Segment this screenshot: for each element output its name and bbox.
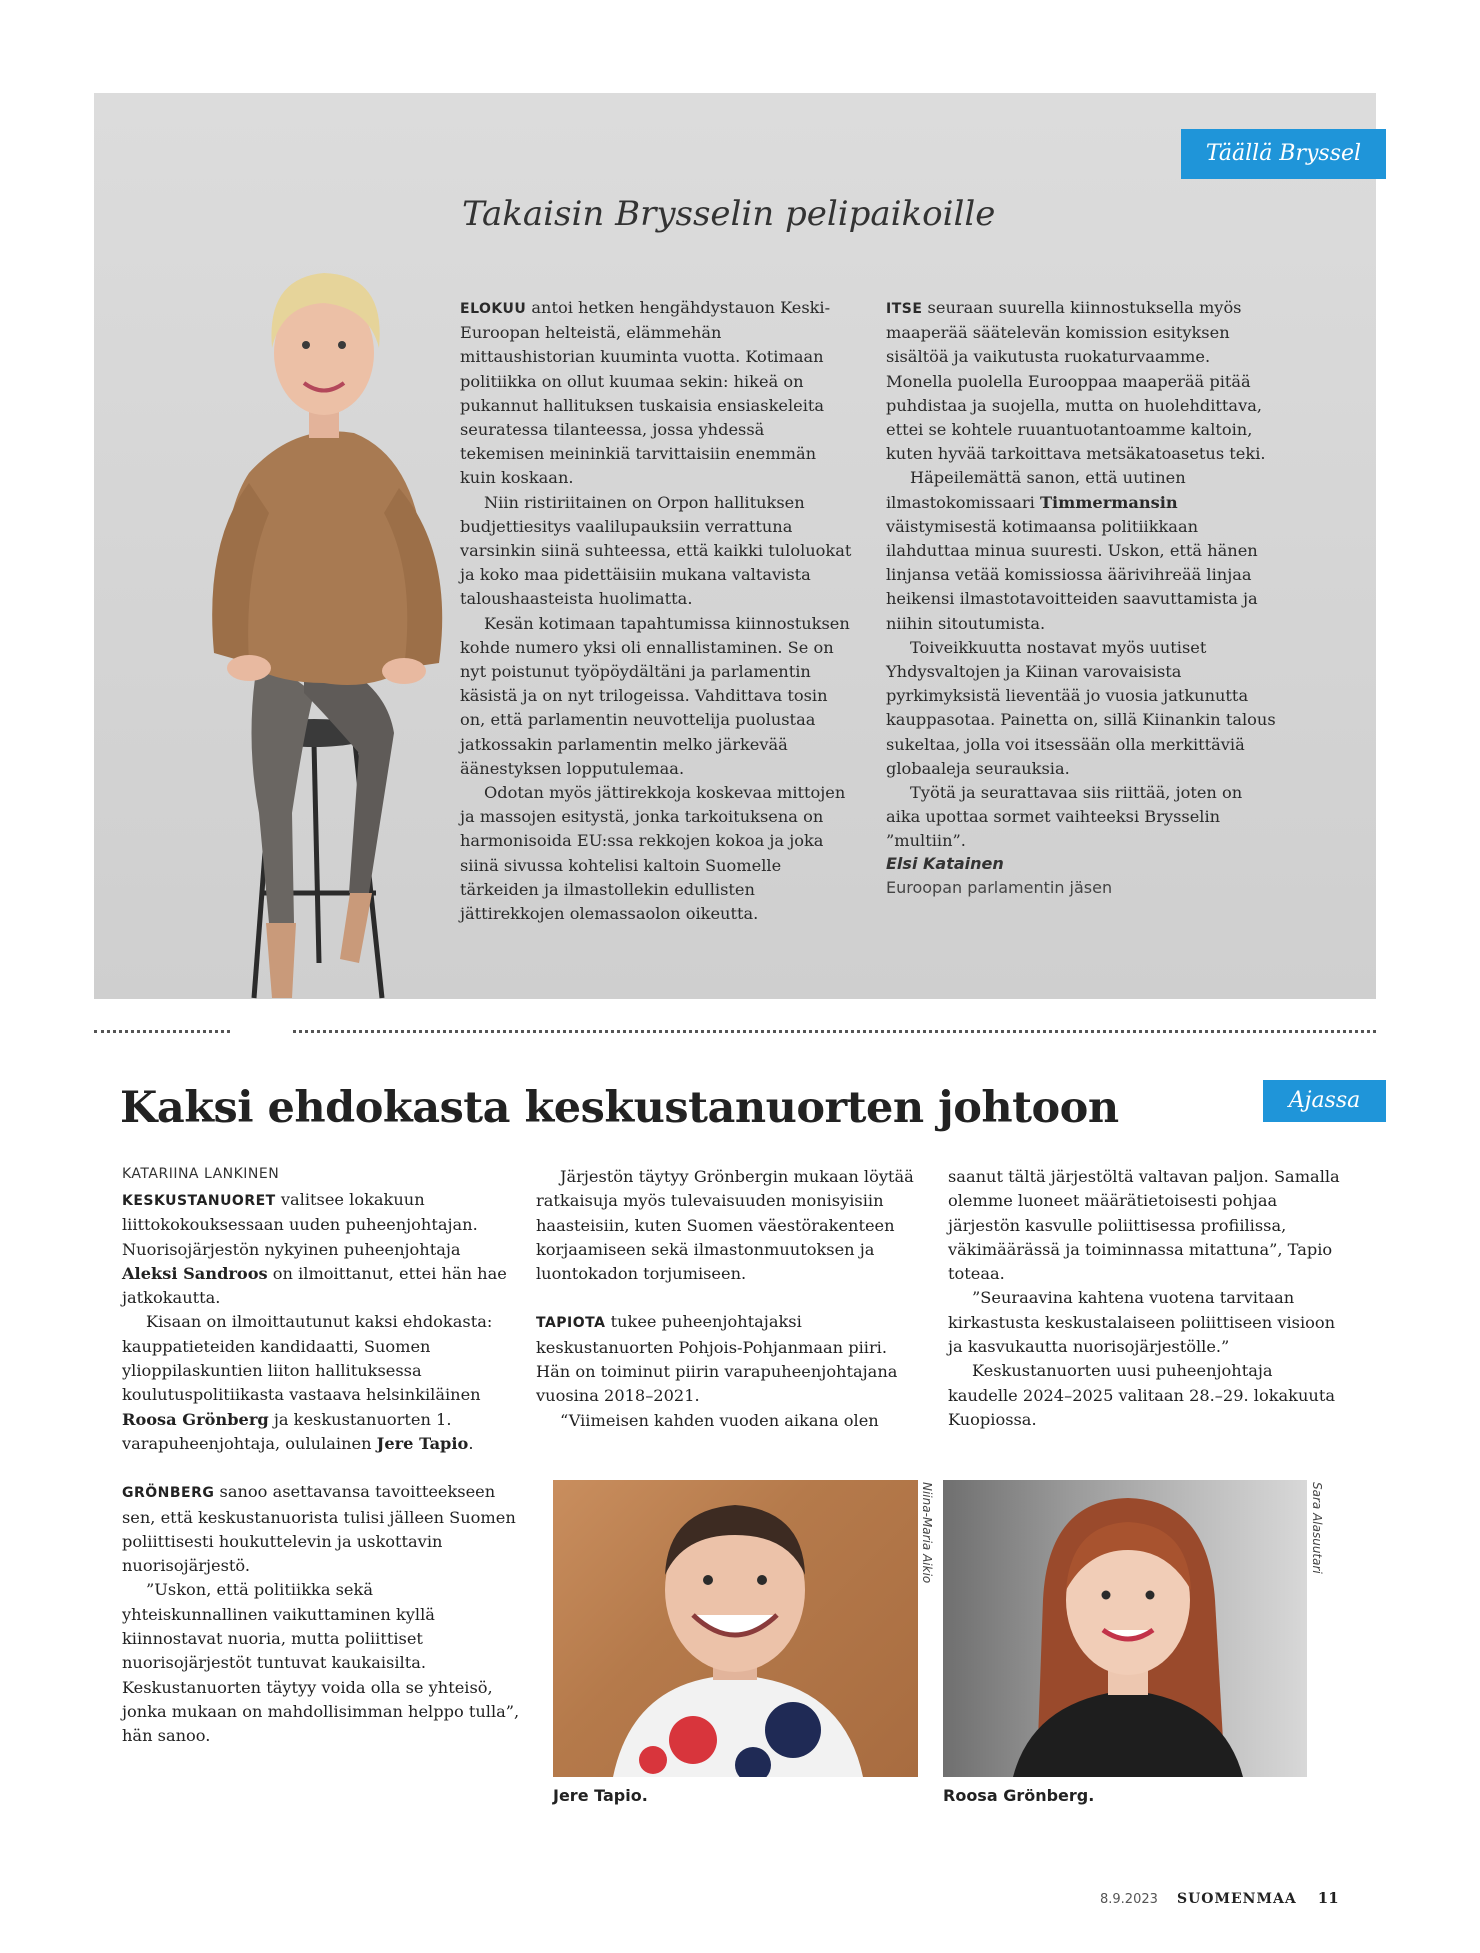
photo-credit: Sara Alasuutari <box>1310 1482 1324 1574</box>
column-text-left <box>460 296 852 926</box>
column-title: Takaisin Brysselin pelipaikoille <box>462 194 996 234</box>
byline: KATARIINA LANKINEN <box>122 1166 280 1182</box>
paragraph: ”Uskon, että politiikka sekä yhteiskunnallinen vaikuttaminen kyllä kiinnostavat nuoria, mutta poliittiset nuorisojärjestöt tuntuvat kaukaisilta. Keskustanuorten täytyy voida olla se yhteisö, jonka mukaan on mahdollisimman helppo tulla”, hän sanoo. <box>122 1580 520 1746</box>
photo-jere-tapio <box>553 1480 918 1777</box>
author-name: Elsi Katainen <box>886 854 1004 873</box>
man-portrait <box>553 1480 918 1777</box>
article-title: Kaksi ehdokasta keskustanuorten johtoon <box>120 1083 1119 1133</box>
lead-word: GRÖNBERG <box>122 1485 215 1502</box>
author-role: Euroopan parlamentin jäsen <box>886 878 1113 897</box>
paragraph: saanut tältä järjestöltä valtavan paljon. Samalla olemme luoneet määrätietoisesti pohjaa järjestön kasvulle poliittisessa profiilissa, väkimäärässä ja toiminnassa mitattuna”, Tapio toteaa. <box>948 1167 1340 1284</box>
page-footer <box>1100 1888 1339 1907</box>
paragraph: Järjestön täytyy Grönbergin mukaan löytää ratkaisuja myös tulevaisuuden monisyisiin haasteisiin, kuten Suomen väestörakenteen korjaamiseen sekä ilmastonmuutoksen ja luontokadon torjumiseen. <box>536 1167 914 1284</box>
issue-date: 8.9.2023 <box>1100 1892 1158 1907</box>
photo-caption: Jere Tapio. <box>553 1786 648 1805</box>
paragraph: Odotan myös jättirekkoja koskevaa mittojen ja massojen esitystä, jonka tarkoituksena on harmonisoida EU:ssa rekkojen kokoa ja joka siinä sivussa kohtelisi kaltoin Suomelle tärkeiden ja ilmastollekin edullisten jättirekkojen olemassaolon oikeutta. <box>460 783 846 924</box>
photo-credit: Niina-Maria Aikio <box>920 1482 934 1584</box>
lead-word: ELOKUU <box>460 301 527 317</box>
paragraph: “Viimeisen kahden vuoden aikana olen <box>560 1410 879 1430</box>
paragraph: TAPIOTA tukee puheenjohtajaksi keskustanuorten Pohjois-Pohjanmaan piiri. Hän on toiminut piirin varapuheenjohtajana vuosina 2018–2021. <box>536 1312 898 1406</box>
divider-gap <box>230 1024 290 1036</box>
lead-word: TAPIOTA <box>536 1315 606 1332</box>
section-tag: Täällä Bryssel <box>1181 129 1386 179</box>
section-tag: Ajassa <box>1263 1080 1386 1122</box>
paragraph: Kesän kotimaan tapahtumissa kiinnostuksen kohde numero yksi oli ennallistaminen. Se on nyt poistunut työpöydältäni ja parlamentin käsistä ja on nyt trilogeissa. Vahdittava tosin on, että parlamentin neuvottelija puolustaa jatkossakin parlamentin melko järkevää äänestyksen lopputulemaa. <box>460 613 850 778</box>
lead-word: ITSE <box>886 301 923 317</box>
paragraph: Häpeilemättä sanon, että uutinen ilmastokomissaari Timmermansin väistymisestä kotimaansa politiikkaan ilahduttaa minua suuresti. Uskon, että hänen linjansa vetää komissiossa äärivihreää linjaa heikensi ilmastotavoitteiden saavuttamista ja niihin sitoutumista. <box>886 468 1258 633</box>
paragraph: Kisaan on ilmoittautunut kaksi ehdokasta: kauppatieteiden kandidaatti, Suomen ylioppilaskuntien liiton hallituksessa koulutuspolitiikasta vastaava helsinkiläinen Roosa Grönberg ja keskustanuorten 1. varapuheenjohtaja, oululainen Jere Tapio. <box>122 1312 493 1453</box>
paragraph: ”Seuraavina kahtena vuotena tarvitaan kirkastusta keskustalaiseen poliittiseen visioon ja kasvukautta nuorisojärjestölle.” <box>948 1288 1336 1357</box>
lead-word: KESKUSTANUORET <box>122 1193 276 1209</box>
magazine-name: SUOMENMAA <box>1176 1891 1297 1907</box>
woman-portrait <box>943 1480 1307 1777</box>
paragraph: ELOKUU antoi hetken hengähdystauon Keski-Euroopan helteistä, elämmehän mittaushistorian kuuminta vuotta. Kotimaan politiikka on ollut kuumaa sekin: hikeä on pukannut hallituksen tuskaisia ensiaskeleita seuratessa tilanteessa, jossa yhdessä tekemisen meininkiä tarvittaisiin enemmän kuin koskaan. <box>460 298 831 488</box>
paragraph: Niin ristiriitainen on Orpon hallituksen budjettiesitys vaalilupauksiin verrattuna varsinkin siinä suhteessa, että kaikki tuloluokat ja koko maa pidettäisiin mukana valtavista taloushaasteista huolimatta. <box>460 492 852 609</box>
photo-caption: Roosa Grönberg. <box>943 1786 1095 1805</box>
article-column-2 <box>536 1165 926 1433</box>
paragraph: KESKUSTANUORET valitsee lokakuun liittokokouksessaan uuden puheenjohtajan. Nuorisojärjestön nykyinen puheenjohtaja Aleksi Sandroos on ilmoittanut, ettei hän hae jatkokautta. <box>122 1190 507 1308</box>
paragraph: Keskustanuorten uusi puheenjohtaja kaudelle 2024–2025 valitaan 28.–29. lokakuuta Kuopiossa. <box>948 1361 1335 1429</box>
paragraph: GRÖNBERG sanoo asettavansa tavoitteekseen sen, että keskustanuorista tulisi jälleen Suomen poliittisesti houkuttelevin ja uskottavin nuorisojärjestö. <box>122 1482 516 1576</box>
photo-roosa-gronberg <box>943 1480 1307 1777</box>
paragraph: Työtä ja seurattavaa siis riittää, joten on aika upottaa sormet vaihteeksi Brysselin ”multiin”. <box>886 783 1243 851</box>
article-column-1 <box>122 1188 520 1749</box>
page-number: 11 <box>1317 1889 1339 1907</box>
column-text-right <box>886 296 1278 854</box>
paragraph: ITSE seuraan suurella kiinnostuksella myös maaperää säätelevän komission esityksen sisältöä ja vaikutusta ruokaturvaamme. Monella puolella Eurooppaa maaperää pitää puhdistaa ja suojella, mutta on huolehdittava, ettei se kohtele ruuantuotantoamme kaltoin, kuten hyvää tarkoittava metsäkatoasetus teki. <box>886 298 1266 464</box>
article-column-3 <box>948 1165 1340 1432</box>
paragraph: Toiveikkuutta nostavat myös uutiset Yhdysvaltojen ja Kiinan varovaisista pyrkimyksistä lieventää jo vuosia jatkunutta kauppasotaa. Painetta on, sillä Kiinankin talous sukeltaa, jolla voi itsessään olla merkittäviä globaaleja seurauksia. <box>886 637 1276 778</box>
author-signature <box>886 852 1112 900</box>
